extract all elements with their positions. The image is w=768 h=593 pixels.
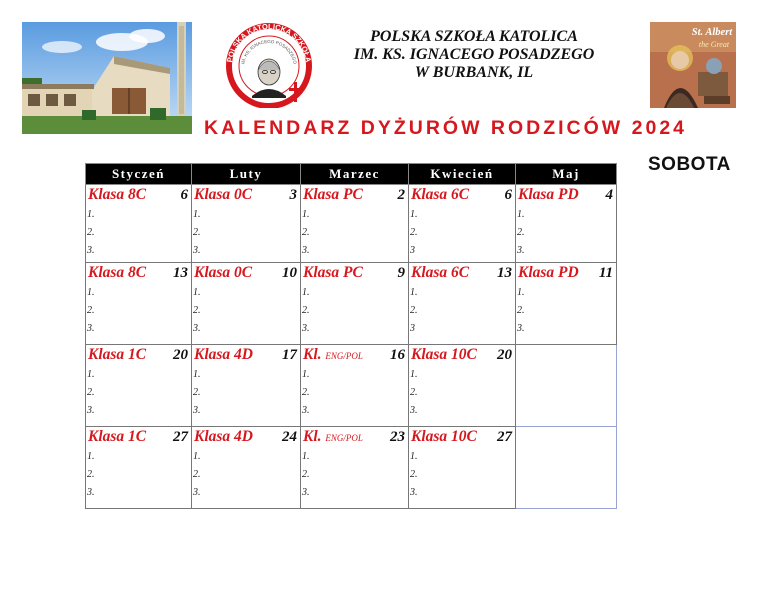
month-header-luty: Luty (192, 164, 301, 185)
cell-header (86, 263, 191, 284)
class-name (194, 428, 253, 446)
cell-header (86, 345, 191, 366)
class-name (303, 186, 363, 204)
seal-text-inner: IM. KS. IGNACEGO POSADZEGO (240, 39, 298, 65)
parent-slot-1: 1. (410, 451, 418, 462)
parent-slot-1: 1. (87, 209, 95, 220)
calendar-cell (409, 263, 516, 345)
class-name (194, 346, 253, 364)
month-header-row (86, 164, 617, 185)
parent-slot-2: 2. (302, 227, 310, 238)
st-albert-image (650, 22, 736, 108)
calendar-cell (409, 185, 516, 263)
cell-header (409, 427, 515, 448)
parent-slot-3: 3. (410, 405, 418, 416)
class-name (518, 186, 579, 204)
calendar-cell (301, 345, 409, 427)
parent-slot-3: 3. (87, 245, 95, 256)
parent-slot-3: 3. (193, 323, 201, 334)
cell-header (301, 263, 408, 284)
parent-slot-1: 1. (193, 287, 201, 298)
parent-slot-2: 2. (302, 469, 310, 480)
day-number: 27 (497, 429, 512, 445)
page-title: KALENDARZ DYŻURÓW RODZICÓW 2024 (204, 117, 688, 139)
parent-slot-3: 3. (193, 245, 201, 256)
calendar-cell (86, 263, 192, 345)
duty-calendar-table (85, 163, 617, 509)
day-number: 11 (598, 265, 613, 281)
class-name (303, 264, 363, 282)
parent-slot-1: 1. (517, 287, 525, 298)
calendar-cell (192, 345, 301, 427)
parent-slot-1: 1. (302, 287, 310, 298)
cell-header (409, 185, 515, 206)
month-header-styczen: Styczeń (86, 164, 192, 185)
parent-slot-3: 3 (410, 245, 415, 256)
parent-slot-2: 2. (302, 387, 310, 398)
day-number: 24 (282, 429, 297, 445)
day-number: 6 (180, 187, 188, 203)
parent-slot-3: 3. (87, 487, 95, 498)
calendar-cell-empty (516, 345, 617, 427)
day-number: 17 (282, 347, 297, 363)
parent-slot-3: 3. (302, 487, 310, 498)
calendar-cell (86, 427, 192, 509)
parent-slot-1: 1. (410, 209, 418, 220)
class-label: Klasa PC (303, 186, 363, 203)
day-label: SOBOTA (648, 154, 731, 175)
calendar-cell (301, 263, 409, 345)
cell-header (516, 185, 616, 206)
class-label: Klasa 1C (88, 346, 147, 363)
class-label: Kl. (303, 346, 322, 363)
parent-slot-2: 2. (517, 305, 525, 316)
parent-slot-1: 1. (193, 451, 201, 462)
calendar-row (86, 263, 617, 345)
school-name (324, 28, 624, 82)
parent-slot-1: 1. (87, 287, 95, 298)
class-name (411, 264, 469, 282)
parent-slot-1: 1. (193, 369, 201, 380)
parent-slot-2: 2. (517, 227, 525, 238)
class-sub-label: ENG/POL (325, 433, 363, 443)
calendar-cell (301, 185, 409, 263)
day-number: 6 (504, 187, 512, 203)
class-name (411, 186, 469, 204)
parent-slot-1: 1. (193, 209, 201, 220)
parent-slot-2: 2. (193, 305, 201, 316)
cell-header (192, 263, 300, 284)
seal-text-top: POLSKA KATOLICKA SZKOŁA (225, 22, 313, 63)
class-name (194, 264, 252, 282)
cell-header (192, 427, 300, 448)
class-name (303, 346, 363, 364)
class-label: Klasa 0C (194, 186, 253, 203)
class-name (194, 186, 252, 204)
class-name (88, 428, 146, 446)
school-name-line-3: W BURBANK, IL (414, 64, 534, 81)
class-label: Klasa 6C (411, 264, 470, 281)
calendar-row (86, 345, 617, 427)
class-label: Klasa 4D (194, 346, 253, 363)
parent-slot-2: 2. (410, 227, 418, 238)
cell-header (301, 185, 408, 206)
parent-slot-3: 3 (410, 323, 415, 334)
class-name (88, 186, 146, 204)
class-sub-label: ENG/POL (325, 351, 363, 361)
day-number: 9 (397, 265, 405, 281)
class-label: Klasa 10C (411, 428, 477, 445)
cell-header (86, 185, 191, 206)
day-number: 10 (282, 265, 297, 281)
parent-slot-2: 2. (87, 305, 95, 316)
parent-slot-2: 2. (87, 469, 95, 480)
day-number: 20 (497, 347, 512, 363)
class-label: Klasa 4D (194, 428, 253, 445)
day-number: 27 (173, 429, 188, 445)
class-label: Klasa PC (303, 264, 363, 281)
class-name (303, 428, 363, 446)
cell-header (516, 263, 616, 284)
school-seal-logo (222, 22, 316, 108)
day-number: 23 (390, 429, 405, 445)
calendar-row (86, 427, 617, 509)
calendar-cell (86, 345, 192, 427)
class-label: Kl. (303, 428, 322, 445)
day-number: 20 (173, 347, 188, 363)
calendar-cell (409, 345, 516, 427)
calendar-cell (86, 185, 192, 263)
parent-slot-1: 1. (517, 209, 525, 220)
church-photo (22, 22, 192, 134)
parent-slot-3: 3. (410, 487, 418, 498)
class-name (88, 264, 146, 282)
parent-slot-2: 2. (193, 469, 201, 480)
parent-slot-1: 1. (302, 451, 310, 462)
parent-slot-1: 1. (302, 209, 310, 220)
day-number: 4 (605, 187, 613, 203)
calendar-cell (192, 185, 301, 263)
class-name (411, 428, 477, 446)
day-number: 13 (173, 265, 188, 281)
parent-slot-3: 3. (302, 323, 310, 334)
class-name (88, 346, 146, 364)
class-name (411, 346, 477, 364)
albert-caption-line-2: the Great (698, 40, 730, 49)
cell-header (86, 427, 191, 448)
cell-header (301, 345, 408, 366)
albert-caption-line-1: St. Albert (691, 27, 733, 38)
day-number: 2 (397, 187, 405, 203)
parent-slot-3: 3. (302, 245, 310, 256)
month-header-kwiecien: Kwiecień (409, 164, 516, 185)
class-label: Klasa 0C (194, 264, 253, 281)
parent-slot-1: 1. (87, 369, 95, 380)
calendar-cell (516, 263, 617, 345)
class-label: Klasa PD (518, 264, 579, 281)
cell-header (409, 263, 515, 284)
parent-slot-3: 3. (193, 487, 201, 498)
parent-slot-3: 3. (193, 405, 201, 416)
parent-slot-2: 2. (193, 387, 201, 398)
class-label: Klasa 8C (88, 264, 147, 281)
parent-slot-1: 1. (302, 369, 310, 380)
parent-slot-3: 3. (302, 405, 310, 416)
parent-slot-3: 3. (87, 323, 95, 334)
calendar-cell (301, 427, 409, 509)
calendar-row (86, 185, 617, 263)
school-name-line-1: POLSKA SZKOŁA KATOLICA (370, 28, 578, 45)
month-header-marzec: Marzec (301, 164, 409, 185)
class-label: Klasa 10C (411, 346, 477, 363)
calendar-cell (516, 185, 617, 263)
parent-slot-3: 3. (87, 405, 95, 416)
cell-header (409, 345, 515, 366)
parent-slot-2: 2. (410, 469, 418, 480)
calendar-cell (409, 427, 516, 509)
calendar-cell (192, 427, 301, 509)
cell-header (192, 345, 300, 366)
cell-header (192, 185, 300, 206)
parent-slot-2: 2. (302, 305, 310, 316)
parent-slot-3: 3. (517, 245, 525, 256)
parent-slot-2: 2. (87, 387, 95, 398)
parent-slot-1: 1. (410, 369, 418, 380)
parent-slot-2: 2. (193, 227, 201, 238)
day-number: 16 (390, 347, 405, 363)
month-header-maj: Maj (516, 164, 617, 185)
day-number: 13 (497, 265, 512, 281)
class-name (518, 264, 579, 282)
class-label: Klasa 6C (411, 186, 470, 203)
parent-slot-1: 1. (410, 287, 418, 298)
parent-slot-2: 2. (87, 227, 95, 238)
cell-header (301, 427, 408, 448)
class-label: Klasa 1C (88, 428, 147, 445)
day-number: 3 (289, 187, 297, 203)
school-name-line-2: IM. KS. IGNACEGO POSADZEGO (353, 46, 595, 63)
calendar-cell (192, 263, 301, 345)
class-label: Klasa 8C (88, 186, 147, 203)
class-label: Klasa PD (518, 186, 579, 203)
parent-slot-3: 3. (517, 323, 525, 334)
calendar-cell-empty (516, 427, 617, 509)
parent-slot-1: 1. (87, 451, 95, 462)
parent-slot-2: 2. (410, 387, 418, 398)
parent-slot-2: 2. (410, 305, 418, 316)
